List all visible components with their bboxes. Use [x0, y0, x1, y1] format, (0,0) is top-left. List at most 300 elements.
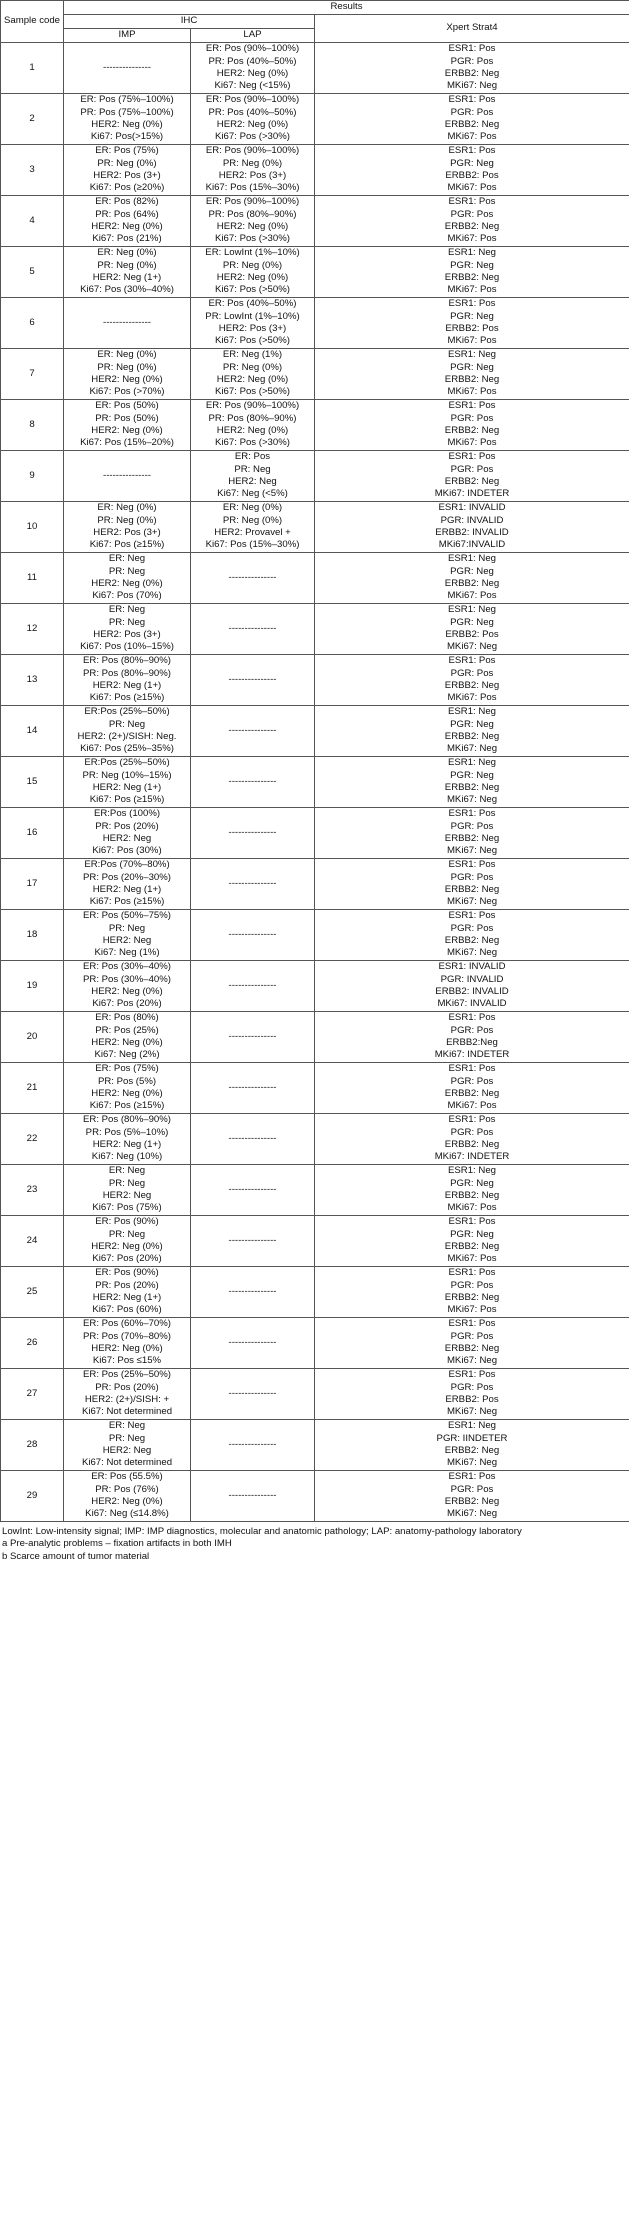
xpert-line: ERBB2: Neg [444, 833, 500, 844]
sample-code-cell: 14 [1, 706, 64, 757]
xpert-line: ESR1: Neg [448, 604, 496, 616]
lap-cell [191, 808, 315, 859]
lap-line: PR: Neg [234, 463, 271, 475]
xpert-line: ERBB2: Neg [444, 1343, 500, 1354]
imp-cell [64, 247, 191, 298]
xpert-line: MKi67: Pos [447, 1304, 497, 1316]
imp-line: PR: Pos (50%) [95, 412, 159, 424]
xpert-line: PGR: Pos [450, 1483, 494, 1495]
imp-line: HER2: Neg (1+) [92, 782, 162, 793]
lap-line: Ki67: Pos (>30%) [215, 131, 290, 143]
xpert-line: ERBB2: Neg [444, 1139, 500, 1150]
xpert-cell [315, 706, 629, 757]
table-row [1, 655, 629, 706]
xpert-line: ESR1: Pos [448, 298, 496, 310]
lap-cell [191, 94, 315, 145]
lap-line: ER: Pos (90%–100%) [205, 400, 300, 412]
lap-line: --------------- [228, 1183, 277, 1195]
imp-line: ER:Pos (25%–50%) [84, 757, 170, 769]
xpert-line: ERBB2: Neg [444, 935, 500, 946]
lap-line: Ki67: Pos (>30%) [215, 437, 290, 449]
xpert-line: ERBB2: Neg [444, 374, 500, 385]
xpert-line: ERBB2: Neg [444, 1445, 500, 1456]
sample-code-cell: 28 [1, 1420, 64, 1471]
xpert-line: PGR: INVALID [440, 514, 504, 526]
xpert-line: ERBB2: Pos [445, 170, 499, 181]
xpert-line: MKi67: Pos [447, 131, 497, 143]
xpert-line: ESR1: Neg [448, 1420, 496, 1432]
imp-line: HER2: Pos (3+) [93, 629, 161, 640]
imp-line: HER2: Pos (3+) [93, 527, 161, 538]
xpert-cell [315, 451, 629, 502]
xpert-cell [315, 961, 629, 1012]
imp-line: ER: Pos (75%–100%) [80, 94, 174, 106]
header-lap: LAP [191, 29, 315, 43]
xpert-line: PGR: Pos [450, 1126, 494, 1138]
table-row [1, 298, 629, 349]
imp-cell [64, 706, 191, 757]
lap-line: --------------- [228, 1132, 277, 1144]
imp-line: --------------- [103, 316, 151, 328]
imp-line: Ki67: Pos (21%) [92, 233, 162, 245]
imp-line: PR: Neg (0%) [97, 259, 157, 271]
sample-code-cell: 20 [1, 1012, 64, 1063]
lap-cell [191, 910, 315, 961]
xpert-line: MKi67: INDETER [434, 1151, 510, 1163]
imp-line: PR: Neg [108, 718, 146, 730]
xpert-line: ERBB2: Pos [445, 323, 499, 334]
xpert-line: PGR: Pos [450, 820, 494, 832]
xpert-line: MKi67: Neg [446, 641, 498, 653]
lap-cell [191, 43, 315, 94]
xpert-cell [315, 145, 629, 196]
imp-line: Ki67: Neg (1%) [94, 947, 160, 959]
lap-line: HER2: Pos (3+) [218, 170, 287, 181]
xpert-line: PGR: Pos [450, 463, 494, 475]
xpert-line: ESR1: Pos [448, 400, 496, 412]
imp-line: ER: Neg [108, 553, 146, 565]
table-row [1, 400, 629, 451]
xpert-line: PGR: Pos [450, 106, 494, 118]
xpert-cell [315, 655, 629, 706]
xpert-line: ERBB2: Neg [444, 1292, 500, 1303]
xpert-cell [315, 1063, 629, 1114]
imp-line: PR: Neg [108, 1432, 146, 1444]
xpert-line: ERBB2: Neg [444, 782, 500, 793]
table-row [1, 1267, 629, 1318]
sample-code-cell: 12 [1, 604, 64, 655]
sample-code-cell: 29 [1, 1471, 64, 1522]
imp-cell [64, 757, 191, 808]
imp-cell [64, 145, 191, 196]
imp-line: PR: Neg [108, 1177, 146, 1189]
lap-line: --------------- [228, 826, 277, 838]
imp-line: ER: Neg (0%) [97, 247, 157, 259]
table-row [1, 961, 629, 1012]
table-row [1, 247, 629, 298]
imp-cell [64, 553, 191, 604]
imp-cell [64, 1165, 191, 1216]
table-row [1, 1318, 629, 1369]
xpert-line: MKi67: INDETER [434, 488, 510, 500]
imp-line: PR: Pos (20%–30%) [83, 871, 171, 883]
imp-line: ER: Pos (60%–70%) [83, 1318, 171, 1330]
imp-line: ER:Pos (100%) [93, 808, 161, 820]
lap-line: --------------- [228, 928, 277, 940]
sample-code-cell: 18 [1, 910, 64, 961]
xpert-line: ESR1: INVALID [438, 502, 506, 514]
xpert-line: ESR1: Pos [448, 1012, 496, 1024]
lap-line: --------------- [228, 775, 277, 787]
xpert-line: MKi67: Neg [446, 1508, 498, 1520]
imp-line: Ki67: Pos (75%) [92, 1202, 162, 1214]
xpert-line: MKi67: Pos [447, 1202, 497, 1214]
table-row [1, 1165, 629, 1216]
imp-cell [64, 1318, 191, 1369]
xpert-line: MKi67: Pos [447, 284, 497, 296]
xpert-cell [315, 1012, 629, 1063]
xpert-line: ESR1: Pos [448, 655, 496, 667]
lap-line: --------------- [228, 724, 277, 736]
xpert-line: PGR: Neg [450, 718, 494, 730]
imp-line: PR: Pos (30%–40%) [83, 973, 171, 985]
imp-line: ER: Pos (75%) [95, 145, 159, 157]
xpert-line: MKi67: Neg [446, 896, 498, 908]
imp-cell [64, 910, 191, 961]
imp-line: PR: Pos (64%) [95, 208, 159, 220]
table-row [1, 349, 629, 400]
imp-line: ER: Pos (82%) [95, 196, 159, 208]
xpert-cell [315, 1369, 629, 1420]
xpert-line: ESR1: Pos [448, 1471, 496, 1483]
xpert-line: ESR1: Neg [448, 553, 496, 565]
imp-line: HER2: Neg (0%) [91, 1037, 163, 1048]
table-row [1, 1369, 629, 1420]
table-row [1, 145, 629, 196]
xpert-line: MKi67: Neg [446, 947, 498, 959]
sample-code-cell: 22 [1, 1114, 64, 1165]
lap-line: PR: Pos (80%–90%) [208, 412, 297, 424]
xpert-line: ESR1: Neg [448, 757, 496, 769]
footnote: a Pre-analytic problems – fixation artifacts in both IMH [2, 1538, 232, 1550]
sample-code-cell: 15 [1, 757, 64, 808]
xpert-cell [315, 502, 629, 553]
imp-line: ER: Pos (80%–90%) [83, 655, 171, 667]
xpert-line: ESR1: Pos [448, 1369, 496, 1381]
imp-cell [64, 1471, 191, 1522]
sample-code-cell: 1 [1, 43, 64, 94]
imp-line: PR: Neg (0%) [97, 361, 157, 373]
xpert-line: ERBB2: Neg [444, 68, 500, 79]
xpert-line: MKi67: Neg [446, 1457, 498, 1469]
imp-line: ER: Neg [108, 604, 146, 616]
table-row [1, 757, 629, 808]
sample-code-cell: 27 [1, 1369, 64, 1420]
xpert-cell [315, 247, 629, 298]
imp-line: ER: Pos (90%) [95, 1216, 159, 1228]
imp-line: Ki67: Pos (15%–20%) [80, 437, 174, 449]
lap-line: Ki67: Pos (>50%) [215, 386, 290, 398]
xpert-line: PGR: Neg [450, 1177, 494, 1189]
lap-cell [191, 145, 315, 196]
xpert-cell [315, 1165, 629, 1216]
lap-cell [191, 1471, 315, 1522]
xpert-line: MKi67: Pos [447, 437, 497, 449]
imp-line: Ki67: Pos (30%) [92, 845, 162, 857]
xpert-line: ESR1: Pos [448, 1318, 496, 1330]
xpert-line: ESR1: Pos [448, 196, 496, 208]
lap-line: HER2: Neg (0%) [216, 425, 289, 436]
imp-line: PR: Pos (70%–80%) [83, 1330, 171, 1342]
lap-line: HER2: Neg (0%) [216, 272, 289, 283]
xpert-line: ERBB2: INVALID [435, 527, 509, 538]
imp-cell [64, 808, 191, 859]
sample-code-cell: 21 [1, 1063, 64, 1114]
xpert-line: ERBB2: Neg [444, 884, 500, 895]
xpert-line: MKi67: Pos [447, 386, 497, 398]
imp-cell [64, 1267, 191, 1318]
imp-line: ER: Neg [108, 1165, 146, 1177]
lap-cell [191, 859, 315, 910]
xpert-line: MKi67: Pos [447, 590, 497, 602]
imp-cell [64, 349, 191, 400]
xpert-cell [315, 43, 629, 94]
xpert-line: ERBB2: Neg [444, 731, 500, 742]
imp-line: ER: Pos (55.5%) [91, 1471, 163, 1483]
xpert-line: MKi67: INDETER [434, 1049, 510, 1061]
sample-code-cell: 6 [1, 298, 64, 349]
xpert-line: ERBB2: Neg [444, 272, 500, 283]
table-row [1, 196, 629, 247]
lap-line: --------------- [228, 1489, 277, 1501]
lap-line: HER2: Neg [228, 476, 277, 487]
imp-line: HER2: Neg (1+) [92, 884, 162, 895]
sample-code-cell: 10 [1, 502, 64, 553]
lap-line: ER: Pos (90%–100%) [205, 43, 300, 55]
xpert-line: ERBB2: Neg [444, 1088, 500, 1099]
sample-code-cell: 7 [1, 349, 64, 400]
xpert-line: ESR1: Pos [448, 859, 496, 871]
xpert-cell [315, 94, 629, 145]
imp-cell [64, 94, 191, 145]
sample-code-cell: 19 [1, 961, 64, 1012]
imp-line: ER: Pos (90%) [95, 1267, 159, 1279]
xpert-line: PGR: Neg [450, 1228, 494, 1240]
imp-line: ER: Pos (75%) [95, 1063, 159, 1075]
lap-cell [191, 400, 315, 451]
imp-line: --------------- [103, 61, 151, 73]
xpert-line: ESR1: Pos [448, 1267, 496, 1279]
sample-code-cell: 17 [1, 859, 64, 910]
xpert-line: PGR: Pos [450, 55, 494, 67]
table-row [1, 1063, 629, 1114]
sample-code-cell: 4 [1, 196, 64, 247]
xpert-line: ESR1: Neg [448, 349, 496, 361]
imp-cell [64, 655, 191, 706]
imp-line: PR: Neg (10%–15%) [82, 769, 172, 781]
imp-line: HER2: Neg (0%) [91, 119, 163, 130]
xpert-cell [315, 298, 629, 349]
imp-line: ER: Pos (80%–90%) [83, 1114, 171, 1126]
imp-line: ER: Pos (80%) [95, 1012, 159, 1024]
imp-line: PR: Neg (0%) [97, 157, 157, 169]
xpert-line: MKi67: Neg [446, 1406, 498, 1418]
lap-line: ER: Pos (40%–50%) [208, 298, 297, 310]
imp-line: Ki67: Pos (10%–15%) [80, 641, 174, 653]
imp-line: PR: Neg [108, 616, 146, 628]
imp-line: HER2: Neg (0%) [91, 1241, 163, 1252]
xpert-line: PGR: Neg [450, 157, 494, 169]
xpert-line: ESR1: Pos [448, 145, 496, 157]
lap-line: --------------- [228, 877, 277, 889]
xpert-line: MKi67: Neg [446, 1355, 498, 1367]
table-row [1, 553, 629, 604]
xpert-line: ESR1: Pos [448, 94, 496, 106]
xpert-line: ERBB2: Neg [444, 119, 500, 130]
imp-line: PR: Pos (20%) [95, 820, 159, 832]
lap-line: --------------- [228, 622, 277, 634]
xpert-cell [315, 757, 629, 808]
lap-cell [191, 1369, 315, 1420]
lap-line: ER: Pos [234, 451, 271, 463]
imp-line: --------------- [103, 469, 151, 481]
xpert-line: ESR1: Pos [448, 1114, 496, 1126]
table-row [1, 94, 629, 145]
xpert-cell [315, 1216, 629, 1267]
imp-line: ER:Pos (25%–50%) [84, 706, 170, 718]
xpert-cell [315, 1420, 629, 1471]
xpert-line: PGR: Neg [450, 310, 494, 322]
xpert-line: PGR: Neg [450, 259, 494, 271]
imp-line: Ki67: Pos(>15%) [90, 131, 164, 143]
sample-code-cell: 26 [1, 1318, 64, 1369]
xpert-line: ERBB2: Pos [445, 1394, 499, 1405]
imp-line: ER: Pos (50%–75%) [83, 910, 171, 922]
xpert-line: MKi67: Pos [447, 692, 497, 704]
imp-cell [64, 1216, 191, 1267]
xpert-line: ERBB2: Neg [444, 476, 500, 487]
table-row [1, 43, 629, 94]
imp-line: Ki67: Pos (25%–35%) [80, 743, 174, 755]
xpert-line: PGR: Pos [450, 1024, 494, 1036]
xpert-line: ERBB2: Neg [444, 221, 500, 232]
xpert-line: ESR1: Pos [448, 910, 496, 922]
imp-line: HER2: Neg (0%) [91, 1088, 163, 1099]
imp-line: Ki67: Pos (≥15%) [89, 896, 165, 908]
imp-line: Ki67: Not determined [81, 1406, 173, 1418]
imp-line: Ki67: Pos (>70%) [89, 386, 165, 398]
lap-line: ER: Pos (90%–100%) [205, 94, 300, 106]
xpert-cell [315, 349, 629, 400]
imp-cell [64, 502, 191, 553]
lap-line: ER: Neg (0%) [222, 502, 283, 514]
lap-line: HER2: Neg (0%) [216, 221, 289, 232]
imp-line: Ki67: Pos (≥15%) [89, 692, 165, 704]
lap-line: ER: Pos (90%–100%) [205, 196, 300, 208]
xpert-line: ERBB2: Pos [445, 629, 499, 640]
table-footnotes [0, 1522, 629, 1563]
xpert-line: PGR: Neg [450, 769, 494, 781]
sample-code-cell: 16 [1, 808, 64, 859]
sample-code-cell: 9 [1, 451, 64, 502]
xpert-cell [315, 604, 629, 655]
imp-line: HER2: (2+)/SISH: Neg. [77, 731, 177, 742]
lap-cell [191, 349, 315, 400]
header-results: Results [64, 1, 629, 15]
xpert-line: PGR: Pos [450, 1279, 494, 1291]
xpert-line: MKi67: Neg [446, 743, 498, 755]
sample-code-cell: 25 [1, 1267, 64, 1318]
imp-line: PR: Pos (75%–100%) [80, 106, 174, 118]
xpert-cell [315, 859, 629, 910]
xpert-line: ESR1: Pos [448, 451, 496, 463]
imp-line: Ki67: Pos (30%–40%) [80, 284, 174, 296]
lap-line: --------------- [228, 673, 277, 685]
xpert-line: MKi67: INVALID [437, 998, 507, 1010]
imp-line: HER2: Neg (0%) [91, 374, 163, 385]
imp-cell [64, 961, 191, 1012]
imp-line: HER2: Neg [102, 833, 152, 844]
xpert-line: ERBB2: Neg [444, 1241, 500, 1252]
header-imp: IMP [64, 29, 191, 43]
sample-code-cell: 2 [1, 94, 64, 145]
xpert-line: ERBB2: INVALID [435, 986, 509, 997]
lap-line: --------------- [228, 1081, 277, 1093]
xpert-line: MKi67: Neg [446, 80, 498, 92]
table-row [1, 706, 629, 757]
sample-code-cell: 24 [1, 1216, 64, 1267]
lap-cell [191, 196, 315, 247]
imp-line: HER2: (2+)/SISH: + [84, 1394, 170, 1405]
imp-cell [64, 1063, 191, 1114]
xpert-line: PGR: Pos [450, 1381, 494, 1393]
lap-cell [191, 1012, 315, 1063]
imp-cell [64, 196, 191, 247]
xpert-cell [315, 553, 629, 604]
lap-cell [191, 451, 315, 502]
imp-line: ER: Neg [108, 1420, 146, 1432]
xpert-line: MKi67: Pos [447, 182, 497, 194]
imp-line: HER2: Pos (3+) [93, 170, 161, 181]
lap-line: --------------- [228, 1387, 277, 1399]
xpert-cell [315, 910, 629, 961]
xpert-cell [315, 1114, 629, 1165]
xpert-line: PGR: Neg [450, 565, 494, 577]
table-row [1, 859, 629, 910]
imp-line: PR: Pos (20%) [95, 1381, 159, 1393]
lap-line: PR: Pos (40%–50%) [208, 106, 297, 118]
xpert-line: MKi67: Pos [447, 1253, 497, 1265]
imp-line: PR: Neg (0%) [97, 514, 157, 526]
lap-cell [191, 706, 315, 757]
xpert-line: ESR1: Neg [448, 706, 496, 718]
table-row [1, 910, 629, 961]
imp-line: HER2: Neg [102, 935, 152, 946]
lap-cell [191, 298, 315, 349]
imp-line: PR: Pos (5%–10%) [85, 1126, 169, 1138]
imp-line: Ki67: Neg (≤14.8%) [85, 1508, 169, 1520]
xpert-line: PGR: Neg [450, 361, 494, 373]
xpert-line: MKi67: Neg [446, 794, 498, 806]
sample-code-cell: 13 [1, 655, 64, 706]
sample-code-cell: 8 [1, 400, 64, 451]
imp-line: HER2: Neg (0%) [91, 1343, 163, 1354]
imp-line: ER: Neg (0%) [97, 349, 157, 361]
xpert-line: PGR: IINDETER [436, 1432, 508, 1444]
lap-cell [191, 655, 315, 706]
table-row [1, 502, 629, 553]
lap-line: Ki67: Pos (15%–30%) [205, 182, 300, 194]
